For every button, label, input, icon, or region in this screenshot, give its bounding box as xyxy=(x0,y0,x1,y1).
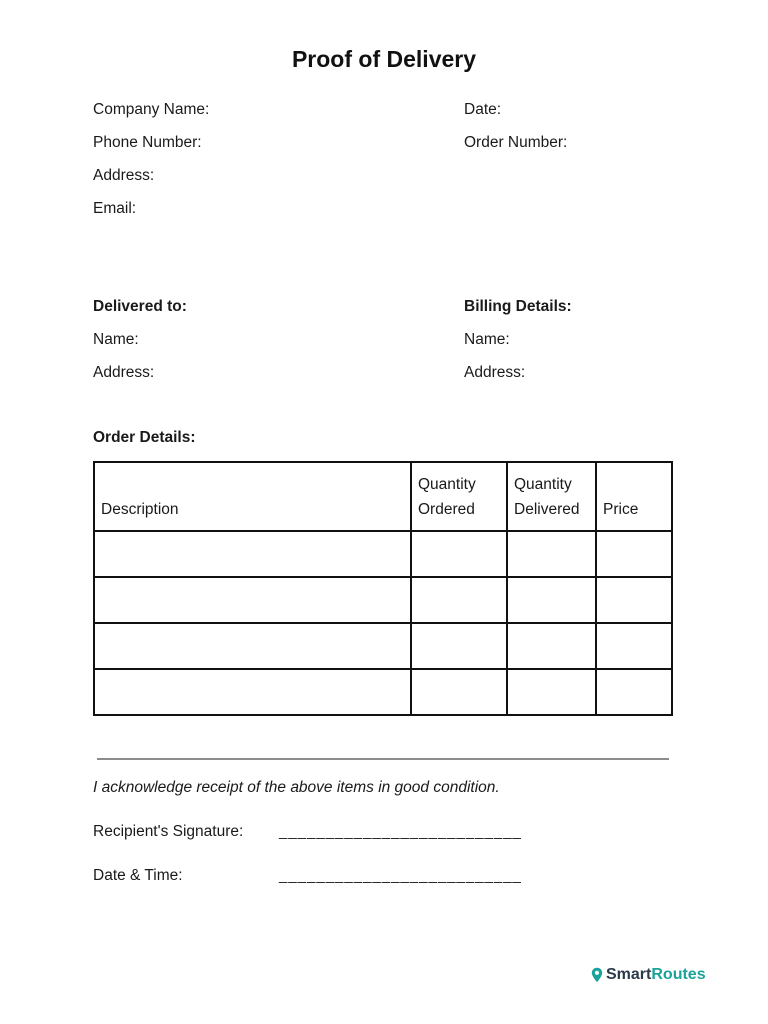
table-cell xyxy=(94,623,411,669)
date-time-line: __________________________ xyxy=(279,867,522,884)
acknowledgement-text: I acknowledge receipt of the above items in good condition. xyxy=(93,779,500,796)
col-description-label: Description xyxy=(101,501,179,518)
table-cell xyxy=(596,623,672,669)
col-description xyxy=(94,462,411,531)
order-details-table xyxy=(93,461,673,716)
table-cell xyxy=(507,531,596,577)
billing-details-heading: Billing Details: xyxy=(464,298,572,315)
table-cell xyxy=(411,669,507,715)
delivered-to-name-label: Name: xyxy=(93,331,139,348)
brand-name-smart: Smart xyxy=(606,966,652,983)
phone-number-label: Phone Number: xyxy=(93,134,202,151)
table-cell xyxy=(507,669,596,715)
company-name-label: Company Name: xyxy=(93,101,210,118)
table-cell xyxy=(94,577,411,623)
delivered-to-address-label: Address: xyxy=(93,364,155,381)
table-cell xyxy=(596,577,672,623)
map-pin-icon xyxy=(591,967,603,983)
order-details-heading: Order Details: xyxy=(93,429,196,446)
signature-line: __________________________ xyxy=(279,823,522,840)
signature-label: Recipient's Signature: xyxy=(93,823,244,840)
col-qty-ordered-line1: Quantity xyxy=(418,476,476,493)
page-title: Proof of Delivery xyxy=(291,46,477,72)
address-label: Address: xyxy=(93,167,155,184)
col-quantity-delivered xyxy=(507,462,596,531)
email-label: Email: xyxy=(93,200,137,217)
col-price xyxy=(596,462,672,531)
table-cell xyxy=(411,577,507,623)
table-row xyxy=(94,623,672,669)
brand-name-routes: Routes xyxy=(651,966,706,983)
billing-name-label: Name: xyxy=(464,331,510,348)
table-cell xyxy=(411,531,507,577)
billing-address-label: Address: xyxy=(464,364,526,381)
table-cell xyxy=(94,531,411,577)
col-qty-ordered-line2: Ordered xyxy=(418,501,475,518)
table-cell xyxy=(507,623,596,669)
smartroutes-logo xyxy=(591,966,706,984)
delivered-to-heading: Delivered to: xyxy=(93,298,187,315)
table-header-row xyxy=(94,462,672,531)
section-divider xyxy=(97,758,669,760)
col-quantity-ordered xyxy=(411,462,507,531)
table-cell xyxy=(507,577,596,623)
col-price-label: Price xyxy=(603,501,639,518)
table-cell xyxy=(596,531,672,577)
table-row xyxy=(94,577,672,623)
col-qty-delivered-line1: Quantity xyxy=(514,476,572,493)
date-label: Date: xyxy=(464,101,502,118)
col-qty-delivered-line2: Delivered xyxy=(514,501,580,518)
table-cell xyxy=(94,669,411,715)
table-row xyxy=(94,669,672,715)
order-number-label: Order Number: xyxy=(464,134,568,151)
table-cell xyxy=(596,669,672,715)
date-time-label: Date & Time: xyxy=(93,867,183,884)
table-cell xyxy=(411,623,507,669)
table-row xyxy=(94,531,672,577)
